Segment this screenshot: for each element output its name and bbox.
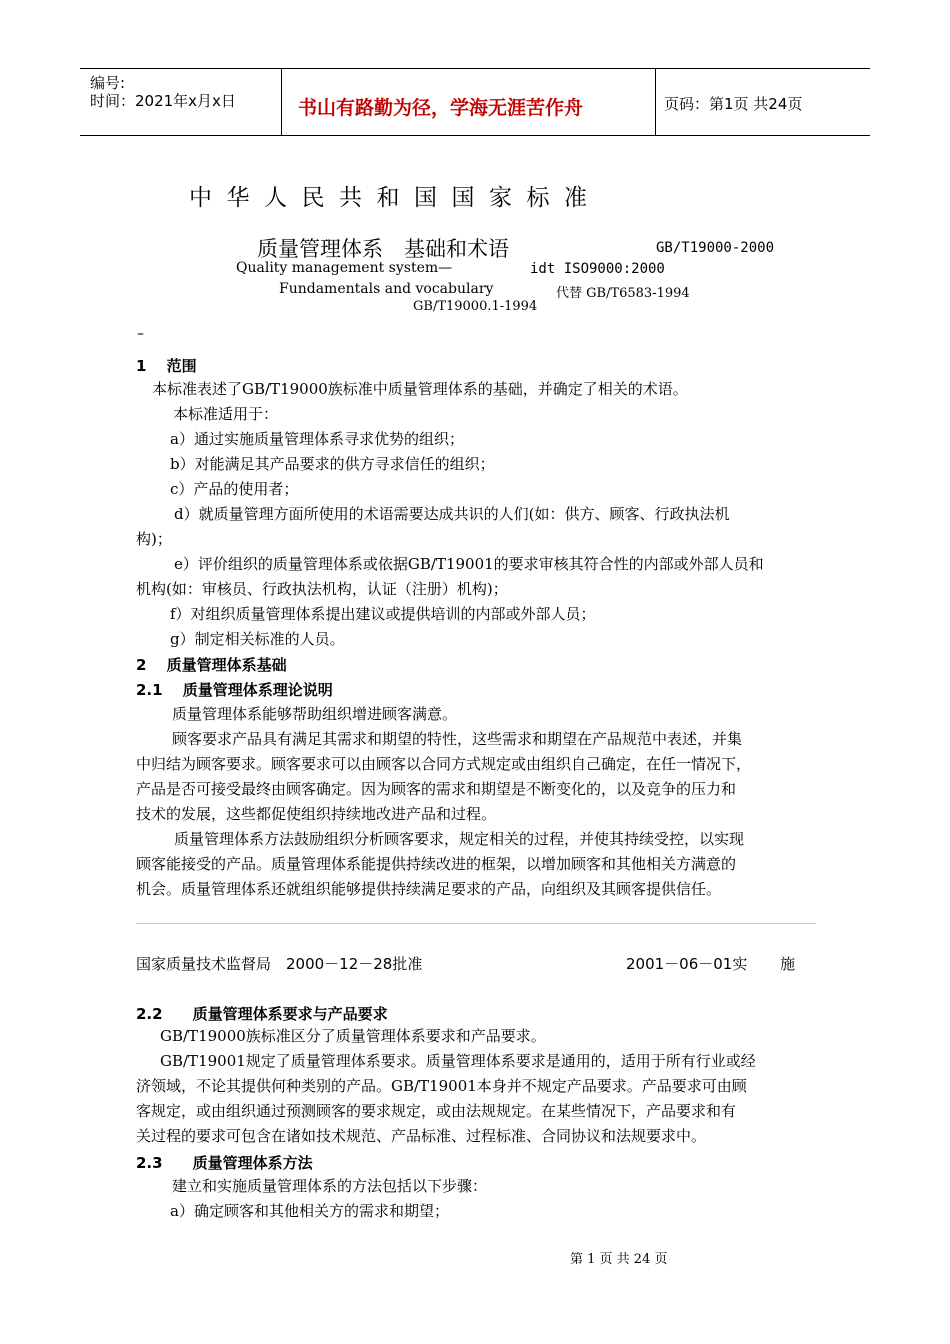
standard-title-en-1: Quality management system— <box>236 260 453 276</box>
section21-p3-line3: 机会。质量管理体系还就组织能够提供持续满足要求的产品，向组织及其顾客提供信任。 <box>136 880 722 898</box>
section22-heading: 2.2 质量管理体系要求与产品要求 <box>136 1005 388 1023</box>
section22-p2-line2: 济领域，不论其提供何种类别的产品。GB/T19001本身并不规定产品要求。产品要求可由顾 <box>136 1077 747 1095</box>
section21-p2-line3: 产品是否可接受最终由顾客确定。因为顾客的需求和期望是不断变化的，以及竞争的压力和 <box>136 780 737 798</box>
header-page-info: 页码：第1页 共24页 <box>664 95 803 113</box>
section1-item-f: f）对组织质量管理体系提出建议或提供培训的内部或外部人员； <box>170 605 596 623</box>
separator-dash: – <box>137 326 144 342</box>
section1-item-e-line1: e）评价组织的质量管理体系或依据GB/T19001的要求审核其符合性的内部或外部人员和 <box>174 555 764 573</box>
header-motto: 书山有路勤为径，学海无涯苦作舟 <box>298 97 584 119</box>
section21-p2-line1: 顾客要求产品具有满足其需求和期望的特性，这些需求和期望在产品规范中表述，并集 <box>172 730 743 748</box>
header-top-rule <box>80 68 870 69</box>
header-time-label: 时间：2021年x月x日 <box>90 92 236 110</box>
section1-applies: 本标准适用于： <box>173 405 279 423</box>
header-bottom-rule <box>80 135 870 136</box>
section23-p1: 建立和实施质量管理体系的方法包括以下步骤： <box>172 1177 488 1195</box>
approval-rule <box>136 923 816 924</box>
approval-left: 国家质量技术监督局 2000－12－28批准 <box>136 955 423 973</box>
section23-item-a: a）确定顾客和其他相关方的需求和期望； <box>170 1202 449 1220</box>
standard-title-cn: 质量管理体系 基础和术语 <box>257 237 509 261</box>
section1-item-g: g）制定相关标准的人员。 <box>170 630 345 648</box>
section1-item-b: b）对能满足其产品要求的供方寻求信任的组织； <box>170 455 495 473</box>
section21-p2-line2: 中归结为顾客要求。顾客要求可以由顾客以合同方式规定或由组织自己确定，在任一情况下， <box>136 755 752 773</box>
section22-p2-line3: 客规定，或由组织通过预测顾客的要求规定，或由法规规定。在某些情况下，产品要求和有 <box>136 1102 737 1120</box>
section1-item-a: a）通过实施质量管理体系寻求优势的组织； <box>170 430 464 448</box>
section22-p2-line1: GB/T19001规定了质量管理体系要求。质量管理体系要求是通用的，适用于所有行业或经 <box>160 1052 756 1070</box>
approval-right: 2001－06－01实 <box>626 955 748 973</box>
standard-idt: idt ISO9000:2000 <box>530 261 665 277</box>
section2-heading: 2 质量管理体系基础 <box>136 656 287 674</box>
national-standard-title: 中华人民共和国国家标准 <box>189 185 602 211</box>
section1-heading: 1 范围 <box>136 357 197 375</box>
section21-p3-line1: 质量管理体系方法鼓励组织分析顾客要求，规定相关的过程，并使其持续受控，以实现 <box>174 830 745 848</box>
footer-page-number: 第 1 页 共 24 页 <box>570 1252 668 1267</box>
header-divider-left <box>281 68 282 136</box>
standard-code: GB/T19000-2000 <box>656 240 775 256</box>
section22-p2-line4: 关过程的要求可包含在诸如技术规范、产品标准、过程标准、合同协议和法规要求中。 <box>136 1127 707 1145</box>
standard-replaces-2: GB/T19000.1-1994 <box>413 299 538 314</box>
standard-replaces: 代替 GB/T6583-1994 <box>556 286 690 301</box>
section1-item-e-line2: 机构(如：审核员、行政执法机构，认证（注册）机构)； <box>136 580 508 598</box>
header-divider-right <box>655 68 656 136</box>
section21-p2-line4: 技术的发展，这些都促使组织持续地改进产品和过程。 <box>136 805 497 823</box>
section21-p1: 质量管理体系能够帮助组织增进顾客满意。 <box>172 705 458 723</box>
section23-heading: 2.3 质量管理体系方法 <box>136 1154 313 1172</box>
section21-p3-line2: 顾客能接受的产品。质量管理体系能提供持续改进的框架，以增加顾客和其他相关方满意的 <box>136 855 737 873</box>
section1-item-d-line2: 构)； <box>136 530 172 548</box>
section1-item-c: c）产品的使用者； <box>170 480 299 498</box>
approval-right-tail: 施 <box>780 955 796 973</box>
section1-item-d-line1: d）就质量管理方面所使用的术语需要达成共识的人们(如：供方、顾客、行政执法机 <box>174 505 730 523</box>
standard-title-en-2: Fundamentals and vocabulary <box>279 281 494 297</box>
section21-heading: 2.1 质量管理体系理论说明 <box>136 681 333 699</box>
section1-paragraph: 本标准表述了GB/T19000族标准中质量管理体系的基础，并确定了相关的术语。 <box>152 380 688 398</box>
header-number-label: 编号: <box>90 74 126 92</box>
section22-p1: GB/T19000族标准区分了质量管理体系要求和产品要求。 <box>160 1027 546 1045</box>
